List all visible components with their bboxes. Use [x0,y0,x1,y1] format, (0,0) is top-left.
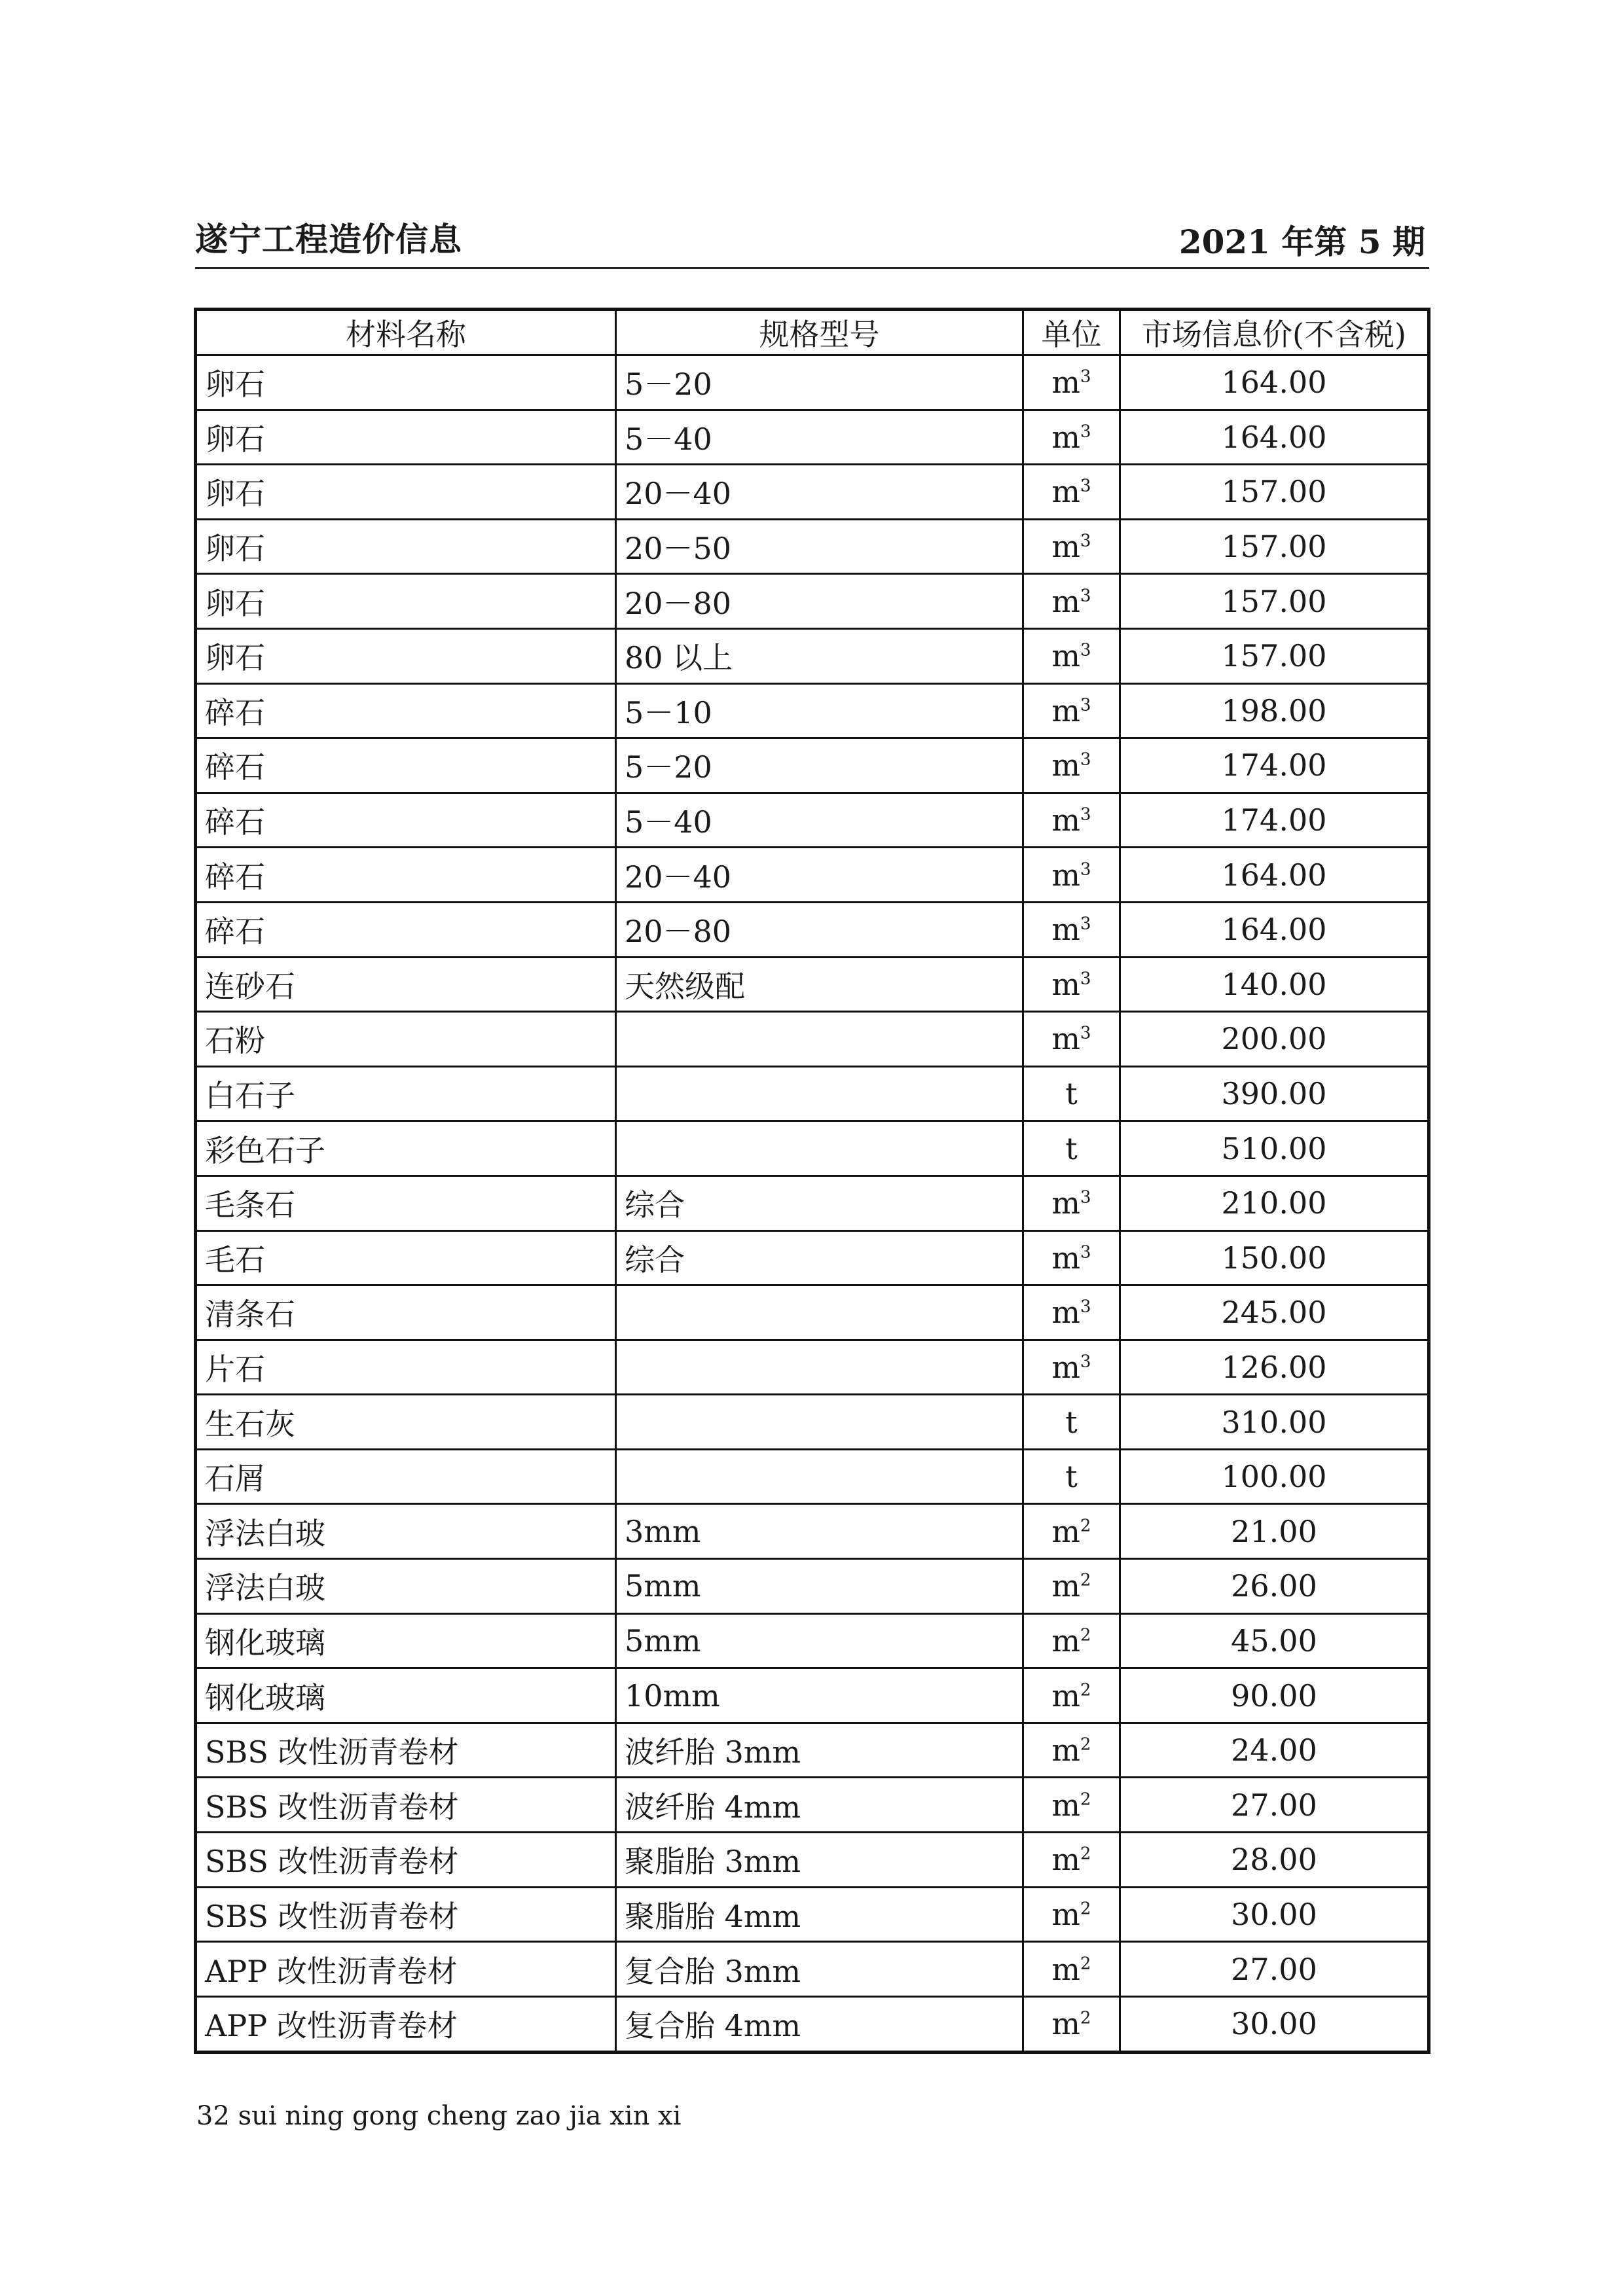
page-footer: 32 sui ning gong cheng zao jia xin xi [196,2101,682,2131]
unit-base: t [1065,1459,1078,1495]
unit-exponent: 3 [1080,859,1091,880]
unit-exponent: 3 [1080,586,1091,606]
table-row [196,1668,1429,1723]
price-cell: 164.00 [1120,902,1429,957]
unit-cell [1023,1340,1120,1395]
price-cell: 510.00 [1120,1121,1429,1176]
price-cell: 174.00 [1120,738,1429,793]
price-cell: 90.00 [1120,1668,1429,1723]
spec-cell: 10mm [616,1668,1023,1723]
unit-base: t [1065,1076,1078,1112]
table-row [196,1340,1429,1395]
unit-cell [1023,628,1120,683]
unit-cell [1023,793,1120,848]
table-row [196,1285,1429,1340]
unit-base: m [1051,1295,1081,1331]
unit-cell [1023,683,1120,738]
unit-cell [1023,1012,1120,1067]
unit-base: m [1051,692,1081,728]
table-row [196,355,1429,410]
unit-exponent: 2 [1080,1571,1091,1591]
table-row [196,848,1429,903]
spec-cell: 5－40 [616,793,1023,848]
table-row [196,410,1429,465]
price-cell: 30.00 [1120,1996,1429,2052]
unit-cell [1023,1668,1120,1723]
material-name-cell: APP 改性沥青卷材 [196,1996,616,2052]
material-name-cell: 钢化玻璃 [196,1668,616,1723]
column-header-unit: 单位 [1023,310,1120,355]
unit-base: m [1051,638,1081,674]
material-name-cell: 卵石 [196,410,616,465]
spec-cell: 3mm [616,1504,1023,1559]
table-row [196,1942,1429,1997]
unit-exponent: 2 [1080,1680,1091,1700]
material-name-cell: 毛石 [196,1230,616,1285]
unit-base: m [1051,1349,1081,1385]
unit-exponent: 3 [1080,695,1091,715]
unit-base: m [1051,966,1081,1002]
material-name-cell: 碎石 [196,848,616,903]
price-cell: 157.00 [1120,574,1429,629]
unit-cell [1023,1066,1120,1121]
price-cell: 310.00 [1120,1395,1429,1450]
price-cell: 26.00 [1120,1559,1429,1614]
unit-exponent: 2 [1080,1625,1091,1645]
unit-cell [1023,1175,1120,1230]
unit-exponent: 2 [1080,1844,1091,1864]
unit-base: t [1065,1130,1078,1166]
price-table [194,308,1430,2054]
unit-base: m [1051,1185,1081,1221]
table-row [196,1121,1429,1176]
unit-base: m [1051,802,1081,838]
issue-label: 2021 年第 5 期 [1178,223,1425,261]
material-name-cell: 石屑 [196,1449,616,1504]
material-name-cell: 碎石 [196,738,616,793]
table-row [196,738,1429,793]
unit-base: m [1051,1677,1081,1713]
unit-cell [1023,1449,1120,1504]
spec-cell: 80 以上 [616,628,1023,683]
unit-base: m [1051,1896,1081,1932]
table-row [196,628,1429,683]
unit-cell [1023,519,1120,574]
unit-exponent: 3 [1080,640,1091,660]
unit-base: m [1051,365,1081,401]
spec-cell: 天然级配 [616,957,1023,1012]
price-cell: 390.00 [1120,1066,1429,1121]
unit-base: m [1051,419,1081,455]
unit-cell [1023,1613,1120,1668]
material-name-cell: 钢化玻璃 [196,1613,616,1668]
table-row [196,1996,1429,2052]
unit-exponent: 2 [1080,2009,1091,2029]
table-row [196,1613,1429,1668]
unit-base: m [1051,529,1081,565]
unit-exponent: 2 [1080,1789,1091,1810]
table-row [196,519,1429,574]
spec-cell [616,1340,1023,1395]
price-cell: 24.00 [1120,1723,1429,1778]
spec-cell: 综合 [616,1230,1023,1285]
column-header-spec: 规格型号 [616,310,1023,355]
unit-cell [1023,1395,1120,1450]
unit-exponent: 3 [1080,367,1091,387]
unit-cell [1023,1887,1120,1942]
price-cell: 157.00 [1120,465,1429,520]
price-cell: 198.00 [1120,683,1429,738]
unit-cell [1023,1778,1120,1833]
material-name-cell: 毛条石 [196,1175,616,1230]
unit-base: m [1051,1568,1081,1604]
material-name-cell: 片石 [196,1340,616,1395]
material-name-cell: 碎石 [196,683,616,738]
unit-cell [1023,848,1120,903]
material-name-cell: 卵石 [196,574,616,629]
unit-base: m [1051,1240,1081,1276]
material-name-cell: SBS 改性沥青卷材 [196,1887,616,1942]
spec-cell: 20－50 [616,519,1023,574]
table-row [196,1066,1429,1121]
unit-cell [1023,574,1120,629]
table-header-row [196,310,1429,355]
table-row [196,1449,1429,1504]
table-row [196,683,1429,738]
spec-cell: 20－40 [616,848,1023,903]
table-row [196,1778,1429,1833]
spec-cell [616,1395,1023,1450]
spec-cell: 波纤胎 4mm [616,1778,1023,1833]
spec-cell: 5－40 [616,410,1023,465]
material-name-cell: SBS 改性沥青卷材 [196,1723,616,1778]
material-name-cell: 浮法白玻 [196,1504,616,1559]
unit-base: m [1051,2006,1081,2042]
material-name-cell: 卵石 [196,355,616,410]
table-row [196,1833,1429,1888]
unit-base: m [1051,1021,1081,1057]
price-cell: 200.00 [1120,1012,1429,1067]
table-row [196,1395,1429,1450]
material-name-cell: 卵石 [196,465,616,520]
spec-cell: 综合 [616,1175,1023,1230]
spec-cell [616,1121,1023,1176]
material-name-cell: 清条石 [196,1285,616,1340]
page-header [195,209,1429,269]
spec-cell: 5－20 [616,355,1023,410]
unit-exponent: 3 [1080,750,1091,770]
spec-cell: 5mm [616,1613,1023,1668]
material-name-cell: 连砂石 [196,957,616,1012]
price-cell: 150.00 [1120,1230,1429,1285]
spec-cell: 复合胎 4mm [616,1996,1023,2052]
material-name-cell: 石粉 [196,1012,616,1067]
unit-exponent: 3 [1080,1242,1091,1263]
unit-base: t [1065,1404,1078,1440]
unit-exponent: 2 [1080,1734,1091,1755]
price-table-container [194,308,1427,2054]
price-cell: 28.00 [1120,1833,1429,1888]
unit-cell [1023,902,1120,957]
material-name-cell: APP 改性沥青卷材 [196,1942,616,1997]
price-cell: 245.00 [1120,1285,1429,1340]
unit-base: m [1051,474,1081,510]
table-body [196,355,1429,2053]
unit-exponent: 3 [1080,531,1091,551]
material-name-cell: 卵石 [196,519,616,574]
table-row [196,957,1429,1012]
unit-cell [1023,1230,1120,1285]
material-name-cell: 卵石 [196,628,616,683]
material-name-cell: SBS 改性沥青卷材 [196,1778,616,1833]
unit-cell [1023,1285,1120,1340]
unit-exponent: 2 [1080,1954,1091,1974]
column-header-price: 市场信息价(不含税) [1120,310,1429,355]
unit-cell [1023,1833,1120,1888]
table-row [196,1504,1429,1559]
price-cell: 157.00 [1120,628,1429,683]
spec-cell: 20－40 [616,465,1023,520]
spec-cell: 聚脂胎 3mm [616,1833,1023,1888]
unit-cell [1023,1942,1120,1997]
material-name-cell: 碎石 [196,902,616,957]
unit-cell [1023,957,1120,1012]
column-header-material: 材料名称 [196,310,616,355]
price-cell: 157.00 [1120,519,1429,574]
unit-base: m [1051,1732,1081,1768]
material-name-cell: SBS 改性沥青卷材 [196,1833,616,1888]
unit-exponent: 2 [1080,1516,1091,1536]
price-cell: 174.00 [1120,793,1429,848]
unit-exponent: 3 [1080,804,1091,825]
spec-cell: 20－80 [616,574,1023,629]
table-row [196,1012,1429,1067]
spec-cell: 5mm [616,1559,1023,1614]
unit-base: m [1051,747,1081,783]
price-cell: 27.00 [1120,1942,1429,1997]
unit-cell [1023,1121,1120,1176]
price-cell: 140.00 [1120,957,1429,1012]
unit-exponent: 3 [1080,969,1091,989]
unit-cell [1023,465,1120,520]
price-cell: 126.00 [1120,1340,1429,1395]
unit-cell [1023,1504,1120,1559]
unit-base: m [1051,1623,1081,1659]
price-cell: 164.00 [1120,410,1429,465]
price-cell: 30.00 [1120,1887,1429,1942]
material-name-cell: 浮法白玻 [196,1559,616,1614]
material-name-cell: 白石子 [196,1066,616,1121]
price-cell: 164.00 [1120,355,1429,410]
unit-cell [1023,1723,1120,1778]
table-row [196,1723,1429,1778]
table-row [196,793,1429,848]
unit-exponent: 2 [1080,1899,1091,1919]
spec-cell: 复合胎 3mm [616,1942,1023,1997]
material-name-cell: 生石灰 [196,1395,616,1450]
unit-base: m [1051,1787,1081,1823]
price-cell: 100.00 [1120,1449,1429,1504]
unit-base: m [1051,1842,1081,1878]
spec-cell: 聚脂胎 4mm [616,1887,1023,1942]
table-row [196,574,1429,629]
unit-exponent: 3 [1080,1297,1091,1318]
price-cell: 21.00 [1120,1504,1429,1559]
unit-exponent: 3 [1080,914,1091,934]
unit-cell [1023,1996,1120,2052]
table-row [196,1887,1429,1942]
table-row [196,465,1429,520]
unit-exponent: 3 [1080,1352,1091,1372]
unit-base: m [1051,583,1081,619]
price-cell: 45.00 [1120,1613,1429,1668]
unit-base: m [1051,1513,1081,1549]
table-row [196,902,1429,957]
spec-cell [616,1449,1023,1504]
unit-exponent: 3 [1080,476,1091,497]
unit-exponent: 3 [1080,1024,1091,1044]
material-name-cell: 彩色石子 [196,1121,616,1176]
table-row [196,1230,1429,1285]
price-cell: 210.00 [1120,1175,1429,1230]
table-row [196,1175,1429,1230]
unit-base: m [1051,857,1081,893]
spec-cell [616,1285,1023,1340]
unit-cell [1023,1559,1120,1614]
publication-title: 遂宁工程造价信息 [195,220,462,259]
table-row [196,1559,1429,1614]
unit-base: m [1051,912,1081,948]
spec-cell: 5－10 [616,683,1023,738]
unit-cell [1023,410,1120,465]
unit-cell [1023,738,1120,793]
material-name-cell: 碎石 [196,793,616,848]
unit-exponent: 3 [1080,422,1091,442]
price-cell: 27.00 [1120,1778,1429,1833]
price-cell: 164.00 [1120,848,1429,903]
spec-cell: 20－80 [616,902,1023,957]
spec-cell: 5－20 [616,738,1023,793]
spec-cell: 波纤胎 3mm [616,1723,1023,1778]
unit-exponent: 3 [1080,1187,1091,1208]
unit-base: m [1051,1951,1081,1987]
unit-cell [1023,355,1120,410]
spec-cell [616,1012,1023,1067]
spec-cell [616,1066,1023,1121]
